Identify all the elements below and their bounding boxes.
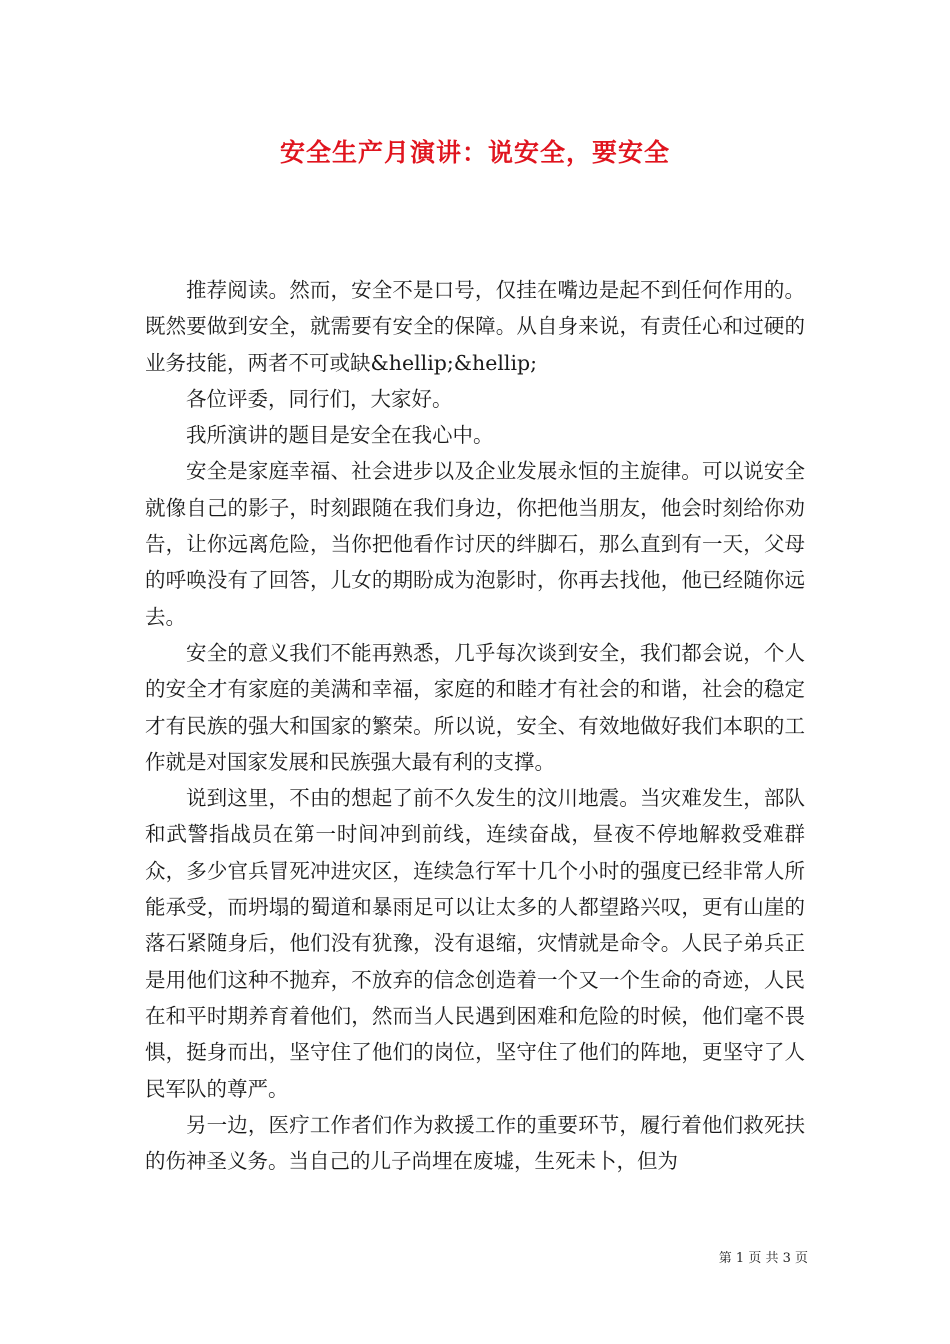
paragraph: 另一边，医疗工作者们作为救援工作的重要环节，履行着他们救死扶的伤神圣义务。当自己的儿子尚埋在废墟，生死未卜，但为 <box>145 1112 805 1174</box>
paragraph: 我所演讲的题目是安全在我心中。 <box>186 423 494 448</box>
paragraph: 各位评委，同行们，大家好。 <box>186 386 453 411</box>
document-body <box>145 272 805 1179</box>
paragraph: 推荐阅读。然而，安全不是口号，仅挂在嘴边是起不到任何作用的。既然要做到安全，就需要有安全的保障。从自身来说，有责任心和过硬的业务技能，两者不可或缺&hellip;&hellip; <box>145 278 805 375</box>
document-title: 安全生产月演讲：说安全，要安全 <box>279 138 670 167</box>
paragraph: 说到这里，不由的想起了前不久发生的汶川地震。当灾难发生，部队和武警指战员在第一时间冲到前线，连续奋战，昼夜不停地解救受难群众，多少官兵冒死冲进灾区，连续急行军十几个小时的强度已经非常人所能承受，而坍塌的蜀道和暴雨足可以让太多的人都望路兴叹，更有山崖的落石紧随身后，他们没有犹豫，没有退缩，灾情就是命令。人民子弟兵正是用他们这种不抛弃，不放弃的信念创造着一个又一个生命的奇迹，人民在和平时期养育着他们，然而当人民遇到困难和危险的时候，他们毫不畏惧，挺身而出，坚守住了他们的岗位，坚守住了他们的阵地，更坚守了人民军队的尊严。 <box>145 786 805 1101</box>
page-number-footer: 第 1 页 共 3 页 <box>718 1251 808 1266</box>
paragraph: 安全是家庭幸福、社会进步以及企业发展永恒的主旋律。可以说安全就像自己的影子，时刻跟随在我们身边，你把他当朋友，他会时刻给你劝告，让你远离危险，当你把他看作讨厌的绊脚石，那么直到有一天，父母的呼唤没有了回答，儿女的期盼成为泡影时，你再去找他，他已经随你远去。 <box>145 459 805 629</box>
paragraph: 安全的意义我们不能再熟悉，几乎每次谈到安全，我们都会说，个人的安全才有家庭的美满和幸福，家庭的和睦才有社会的和谐，社会的稳定才有民族的强大和国家的繁荣。所以说，安全、有效地做好我们本职的工作就是对国家发展和民族强大最有利的支撑。 <box>145 640 805 774</box>
